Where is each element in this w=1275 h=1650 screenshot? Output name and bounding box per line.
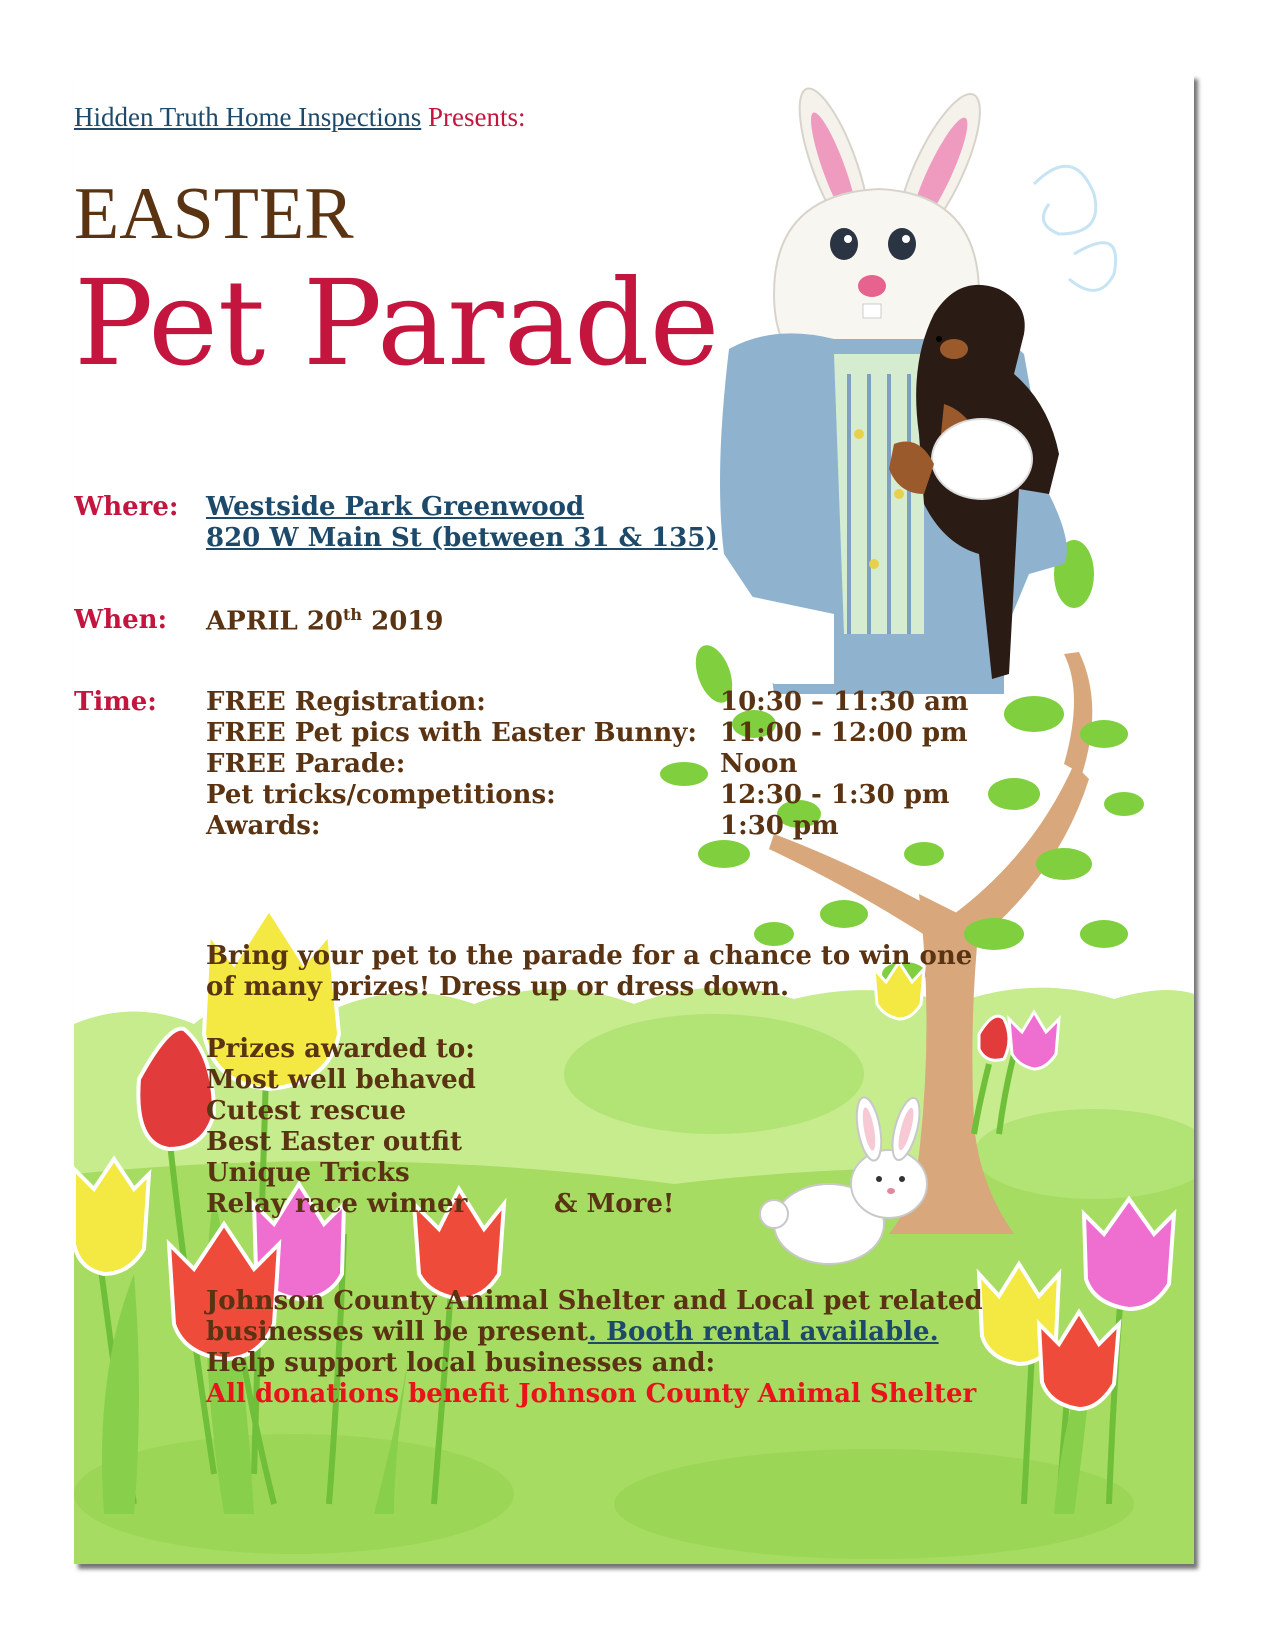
schedule-time: 12:30 - 1:30 pm [720,780,950,810]
presenter-link[interactable]: Hidden Truth Home Inspections [74,102,422,132]
prize-item: Unique Tricks [206,1158,410,1188]
footer-line2 [206,1317,939,1347]
where-label: Where: [74,492,179,522]
schedule-event: FREE Pet pics with Easter Bunny: [206,718,698,748]
presenter-line [74,102,526,133]
swirl-decoration [1034,166,1096,234]
prize-item: Cutest rescue [206,1096,407,1126]
schedule-time: Noon [720,749,798,779]
schedule-event: Pet tricks/competitions: [206,780,556,810]
footer-line2-text: businesses will be present [206,1317,588,1347]
footer-line1: Johnson County Animal Shelter and Local pet related [206,1286,983,1316]
when-label: When: [74,605,168,635]
prizes-heading: Prizes awarded to: [206,1034,475,1064]
title-pet-parade: Pet Parade [74,254,720,392]
when-year: 2019 [362,606,444,637]
when-suffix: th [343,605,363,624]
when-month: APRIL 20 [206,606,344,637]
schedule-event: FREE Registration: [206,687,486,717]
schedule-time: 10:30 – 11:30 am [720,687,969,717]
prize-intro-line2: of many prizes! Dress up or dress down. [206,972,790,1002]
presents-text: Presents: [421,102,526,132]
prize-item: Most well behaved [206,1065,476,1095]
where-park-link[interactable]: Westside Park Greenwood [206,492,585,522]
title-easter: EASTER [74,173,354,255]
prize-item: Relay race winner [206,1189,468,1219]
booth-rental-link[interactable]: . Booth rental available. [587,1317,939,1347]
bush [564,1014,864,1134]
schedule-event: FREE Parade: [206,749,406,779]
prize-item: Best Easter outfit [206,1127,462,1157]
easter-bunny-photo [720,81,1067,694]
time-label: Time: [74,687,157,717]
clover-patch [74,1434,514,1554]
schedule-event: Awards: [206,811,321,841]
prize-intro-line1: Bring your pet to the parade for a chance to win one [206,941,973,971]
and-more-text: & More! [554,1189,675,1219]
tree-branch [1064,652,1092,774]
flyer-page [74,74,1194,1564]
schedule-time: 1:30 pm [720,811,839,841]
when-date [206,605,443,637]
schedule-time: 11:00 - 12:00 pm [720,718,968,748]
donation-line: All donations benefit Johnson County Animal Shelter [206,1379,977,1409]
where-address-link[interactable]: 820 W Main St (between 31 & 135) [206,523,718,553]
swirl-decoration [1069,243,1116,291]
footer-line3: Help support local businesses and: [206,1348,716,1378]
